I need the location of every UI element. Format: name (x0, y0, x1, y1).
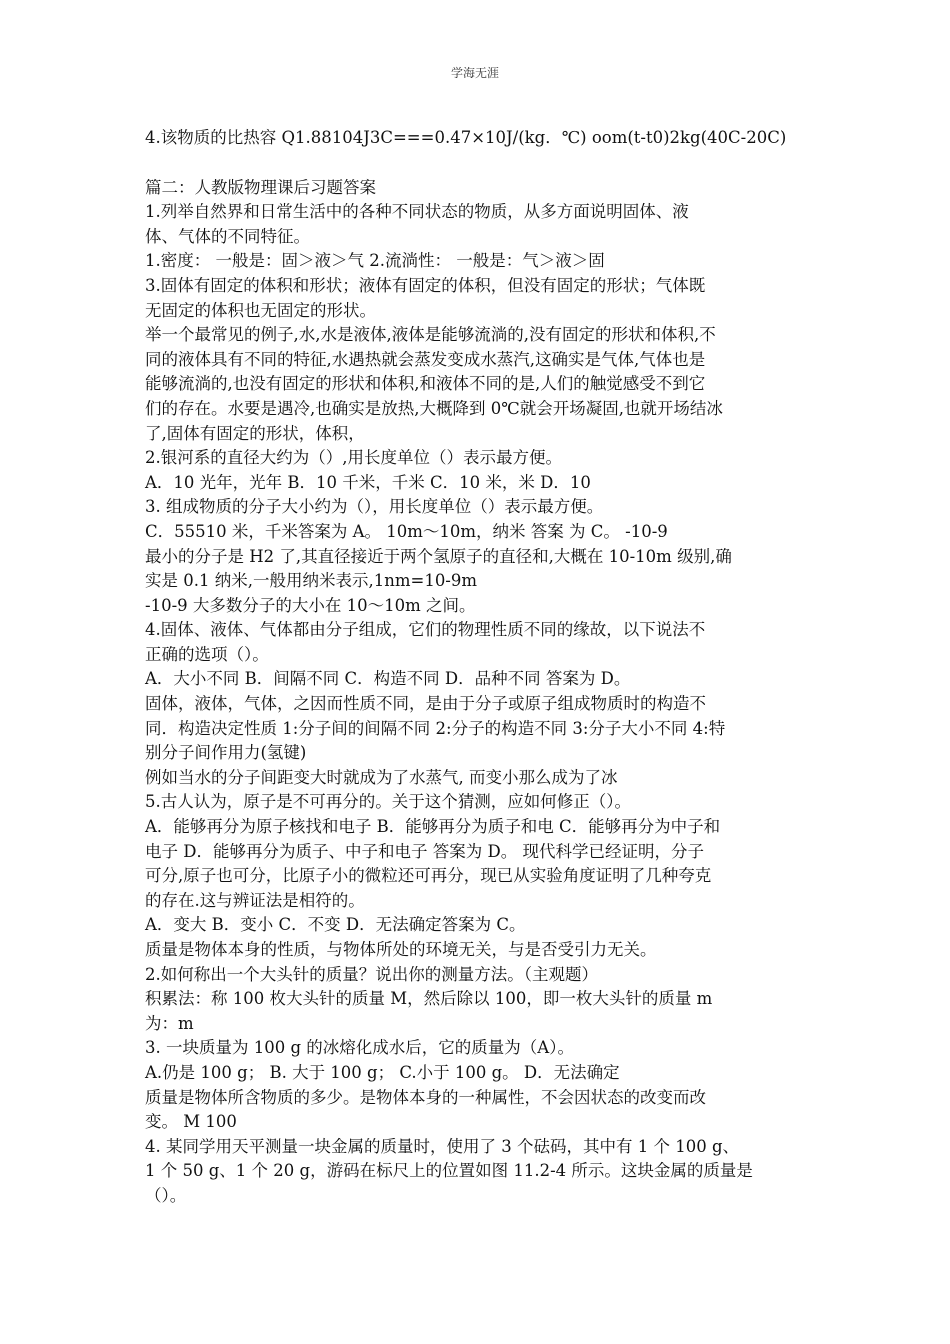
text-line: C．55510 米，千米答案为 A。 10m～10m，纳米 答案 为 C。 -10-9 (145, 521, 668, 541)
text-line: 5.古人认为，原子是不可再分的。关于这个猜测，应如何修正（）。 (145, 792, 631, 812)
text-line: 4. 某同学用天平测量一块金属的质量时，使用了 3 个砝码，其中有 1 个 100 g、 (145, 1136, 740, 1156)
text-line: A．大小不同 B．间隔不同 C．构造不同 D．品种不同 答案为 D。 (145, 669, 631, 689)
text-line: 举一个最常见的例子,水,水是液体,液体是能够流淌的,没有固定的形状和体积,不 (145, 325, 716, 345)
text-line: 的存在.这与辨证法是相符的。 (145, 890, 365, 910)
text-line: 同．构造决定性质 1:分子间的间隔不同 2:分子的构造不同 3:分子大小不同 4:特 (145, 718, 726, 738)
text-line: 2.银河系的直径大约为（）,用长度单位（）表示最方便。 (145, 448, 562, 468)
document-body (145, 126, 810, 1209)
paragraph-gap (145, 151, 810, 176)
text-line: 3. 组成物质的分子大小约为（），用长度单位（）表示最方便。 (145, 497, 604, 517)
text-line: 正确的选项（）。 (145, 644, 269, 664)
text-line: 实是 0.1 纳米,一般用纳米表示,1nm=10-9m (145, 571, 478, 591)
text-line: 3. 一块质量为 100 g 的冰熔化成水后，它的质量为（A）。 (145, 1038, 574, 1058)
text-line: 同的液体具有不同的特征,水遇热就会蒸发变成水蒸汽,这确实是气体,气体也是 (145, 349, 706, 369)
page-header: 学海无涯 (450, 66, 499, 80)
text-line: 2.如何称出一个大头针的质量？说出你的测量方法。（主观题） (145, 964, 598, 984)
text-line: 最小的分子是 H2 了,其直径接近于两个氢原子的直径和,大概在 10-10m 级别,确 (145, 546, 732, 566)
text-line: 无固定的体积也无固定的形状。 (145, 300, 376, 320)
text-line: A.仍是 100 g； B. 大于 100 g； C.小于 100 g。 D．无法确定 (145, 1062, 620, 1082)
text-line: 例如当水的分子间距变大时就成为了水蒸气, 而变小那么成为了冰 (145, 767, 618, 787)
text-line: 了,固体有固定的形状，体积， (145, 423, 365, 443)
text-line: 体、气体的不同特征。 (145, 226, 310, 246)
text-line: 固体，液体，气体，之因而性质不同，是由于分子或原子组成物质时的构造不 (145, 694, 706, 714)
text-line: 们的存在。水要是遇冷,也确实是放热,大概降到 0℃就会开场凝固,也就开场结冰 (145, 398, 723, 418)
text-line: 可分,原子也可分，比原子小的微粒还可再分，现已从实验角度证明了几种夸克 (145, 866, 712, 886)
text-line: 质量是物体本身的性质，与物体所处的环境无关，与是否受引力无关。 (145, 940, 657, 959)
text-line: 别分子间作用力(氢键) (145, 743, 307, 763)
text-line: 电子 D．能够再分为质子、中子和电子 答案为 D。 现代科学已经证明，分子 (145, 841, 704, 861)
text-line: 1 个 50 g、1 个 20 g，游码在标尺上的位置如图 11.2-4 所示。这块金属的质量是 (145, 1161, 753, 1181)
text-line: 3.固体有固定的体积和形状；液体有固定的体积，但没有固定的形状；气体既 (145, 275, 706, 295)
text-line: A．变大 B．变小 C．不变 D．无法确定答案为 C。 (145, 915, 526, 935)
text-line: A．10 光年，光年 B．10 千米，千米 C．10 米，米 D．10 (145, 472, 591, 492)
text-line: （）。 (145, 1185, 187, 1205)
text-line: 1.列举自然界和日常生活中的各种不同状态的物质，从多方面说明固体、液 (145, 202, 689, 222)
section-title: 篇二：人教版物理课后习题答案 (145, 177, 376, 197)
text-line: 能够流淌的,也没有固定的形状和体积,和液体不同的是,人们的触觉感受不到它 (145, 374, 706, 394)
text-line: 为：m (145, 1013, 194, 1033)
text-line: 变。 M 100 (145, 1112, 237, 1132)
text-line: 4.该物质的比热容 Q1.88104J3C===0.47×10J/(kg．℃) oom(t-t0)2kg(40C-20C) (145, 128, 787, 147)
text-line: A．能够再分为原子核找和电子 B．能够再分为质子和电 C．能够再分为中子和 (145, 817, 721, 837)
text-line: -10-9 大多数分子的大小在 10～10m 之间。 (145, 595, 476, 615)
text-line: 积累法：称 100 枚大头针的质量 M，然后除以 100，即一枚大头针的质量 m (145, 989, 713, 1009)
text-line: 4.固体、液体、气体都由分子组成，它们的物理性质不同的缘故，以下说法不 (145, 620, 706, 640)
text-line: 质量是物体所含物质的多少。是物体本身的一种属性，不会因状态的改变而改 (145, 1087, 706, 1107)
text-line: 1.密度： 一般是：固＞液＞气 2.流淌性： 一般是：气＞液＞固 (145, 251, 605, 271)
